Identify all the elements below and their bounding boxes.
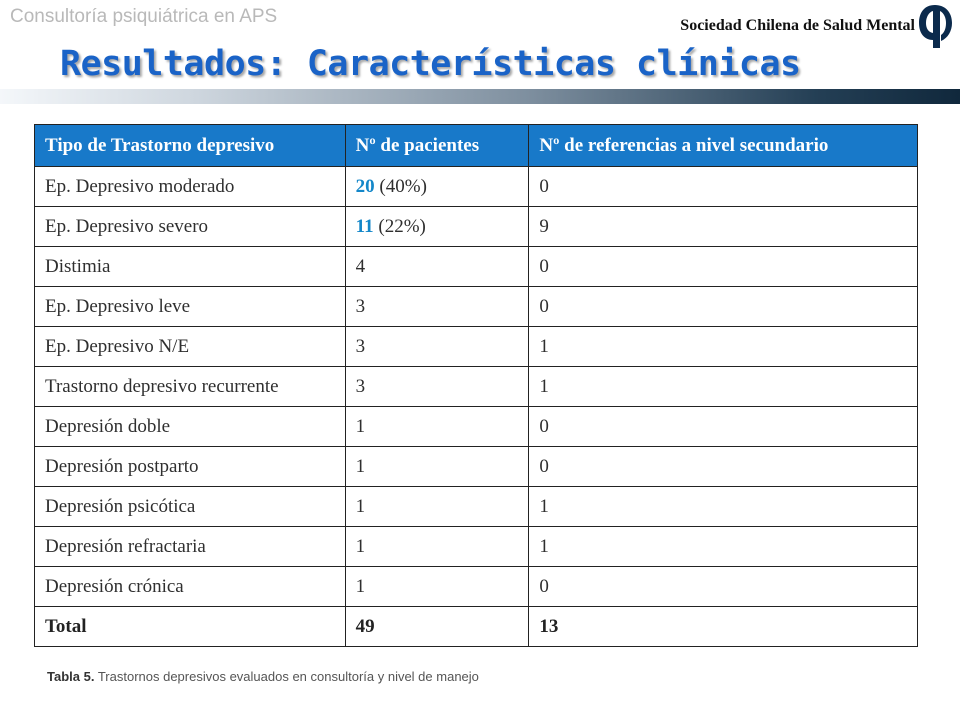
table-row bbox=[35, 327, 918, 367]
cell-referencias: 1 bbox=[529, 487, 918, 527]
column-header-referencias: Nº de referencias a nivel secundario bbox=[529, 125, 918, 167]
table-row bbox=[35, 247, 918, 287]
results-table-container bbox=[34, 124, 918, 647]
table-row bbox=[35, 447, 918, 487]
pacientes-percent: (40%) bbox=[374, 175, 427, 197]
cell-pacientes: 3 bbox=[345, 367, 529, 407]
table-total-row bbox=[35, 607, 918, 647]
cell-tipo: Depresión crónica bbox=[35, 567, 346, 607]
caption-label: Tabla 5. bbox=[47, 669, 95, 684]
cell-referencias: 0 bbox=[529, 247, 918, 287]
cell-tipo: Distimia bbox=[35, 247, 346, 287]
table-header-row bbox=[35, 125, 918, 167]
cell-tipo: Ep. Depresivo N/E bbox=[35, 327, 346, 367]
table-row bbox=[35, 367, 918, 407]
title-underline-bar bbox=[0, 89, 960, 104]
cell-tipo: Depresión doble bbox=[35, 407, 346, 447]
pacientes-percent: (22%) bbox=[373, 215, 426, 237]
table-row bbox=[35, 407, 918, 447]
table-row bbox=[35, 567, 918, 607]
cell-tipo: Ep. Depresivo moderado bbox=[35, 167, 346, 207]
cell-pacientes: 1 bbox=[345, 487, 529, 527]
cell-referencias: 0 bbox=[529, 287, 918, 327]
column-header-tipo: Tipo de Trastorno depresivo bbox=[35, 125, 346, 167]
cell-total-referencias: 13 bbox=[529, 607, 918, 647]
column-header-pacientes: Nº de pacientes bbox=[345, 125, 529, 167]
cell-tipo: Ep. Depresivo severo bbox=[35, 207, 346, 247]
cell-pacientes: 1 bbox=[345, 567, 529, 607]
cell-total-label: Total bbox=[35, 607, 346, 647]
cell-referencias: 1 bbox=[529, 327, 918, 367]
caption-text: Trastornos depresivos evaluados en consultoría y nivel de manejo bbox=[94, 669, 479, 684]
cell-pacientes: 1 bbox=[345, 407, 529, 447]
cell-referencias: 0 bbox=[529, 567, 918, 607]
cell-tipo: Depresión postparto bbox=[35, 447, 346, 487]
cell-pacientes bbox=[345, 167, 529, 207]
slide-title: Resultados: Características clínicas bbox=[60, 44, 801, 84]
table-caption bbox=[47, 669, 479, 684]
organization-name: Sociedad Chilena de Salud Mental bbox=[680, 17, 915, 34]
table-row bbox=[35, 167, 918, 207]
cell-referencias: 1 bbox=[529, 527, 918, 567]
cell-pacientes bbox=[345, 207, 529, 247]
cell-referencias: 1 bbox=[529, 367, 918, 407]
table-row bbox=[35, 527, 918, 567]
cell-tipo: Ep. Depresivo leve bbox=[35, 287, 346, 327]
cell-pacientes: 1 bbox=[345, 527, 529, 567]
cell-referencias: 9 bbox=[529, 207, 918, 247]
pacientes-count: 11 bbox=[355, 215, 374, 237]
pacientes-count: 20 bbox=[355, 175, 375, 197]
table-row bbox=[35, 287, 918, 327]
cell-tipo: Depresión psicótica bbox=[35, 487, 346, 527]
cell-referencias: 0 bbox=[529, 407, 918, 447]
cell-total-pacientes: 49 bbox=[345, 607, 529, 647]
presentation-topic: Consultoría psiquiátrica en APS bbox=[10, 6, 278, 27]
cell-referencias: 0 bbox=[529, 447, 918, 487]
cell-pacientes: 1 bbox=[345, 447, 529, 487]
table-row bbox=[35, 487, 918, 527]
cell-referencias: 0 bbox=[529, 167, 918, 207]
cell-tipo: Trastorno depresivo recurrente bbox=[35, 367, 346, 407]
table-row bbox=[35, 207, 918, 247]
cell-pacientes: 3 bbox=[345, 327, 529, 367]
scsm-logo-icon bbox=[916, 2, 954, 50]
cell-tipo: Depresión refractaria bbox=[35, 527, 346, 567]
results-table bbox=[34, 124, 918, 647]
cell-pacientes: 4 bbox=[345, 247, 529, 287]
cell-pacientes: 3 bbox=[345, 287, 529, 327]
